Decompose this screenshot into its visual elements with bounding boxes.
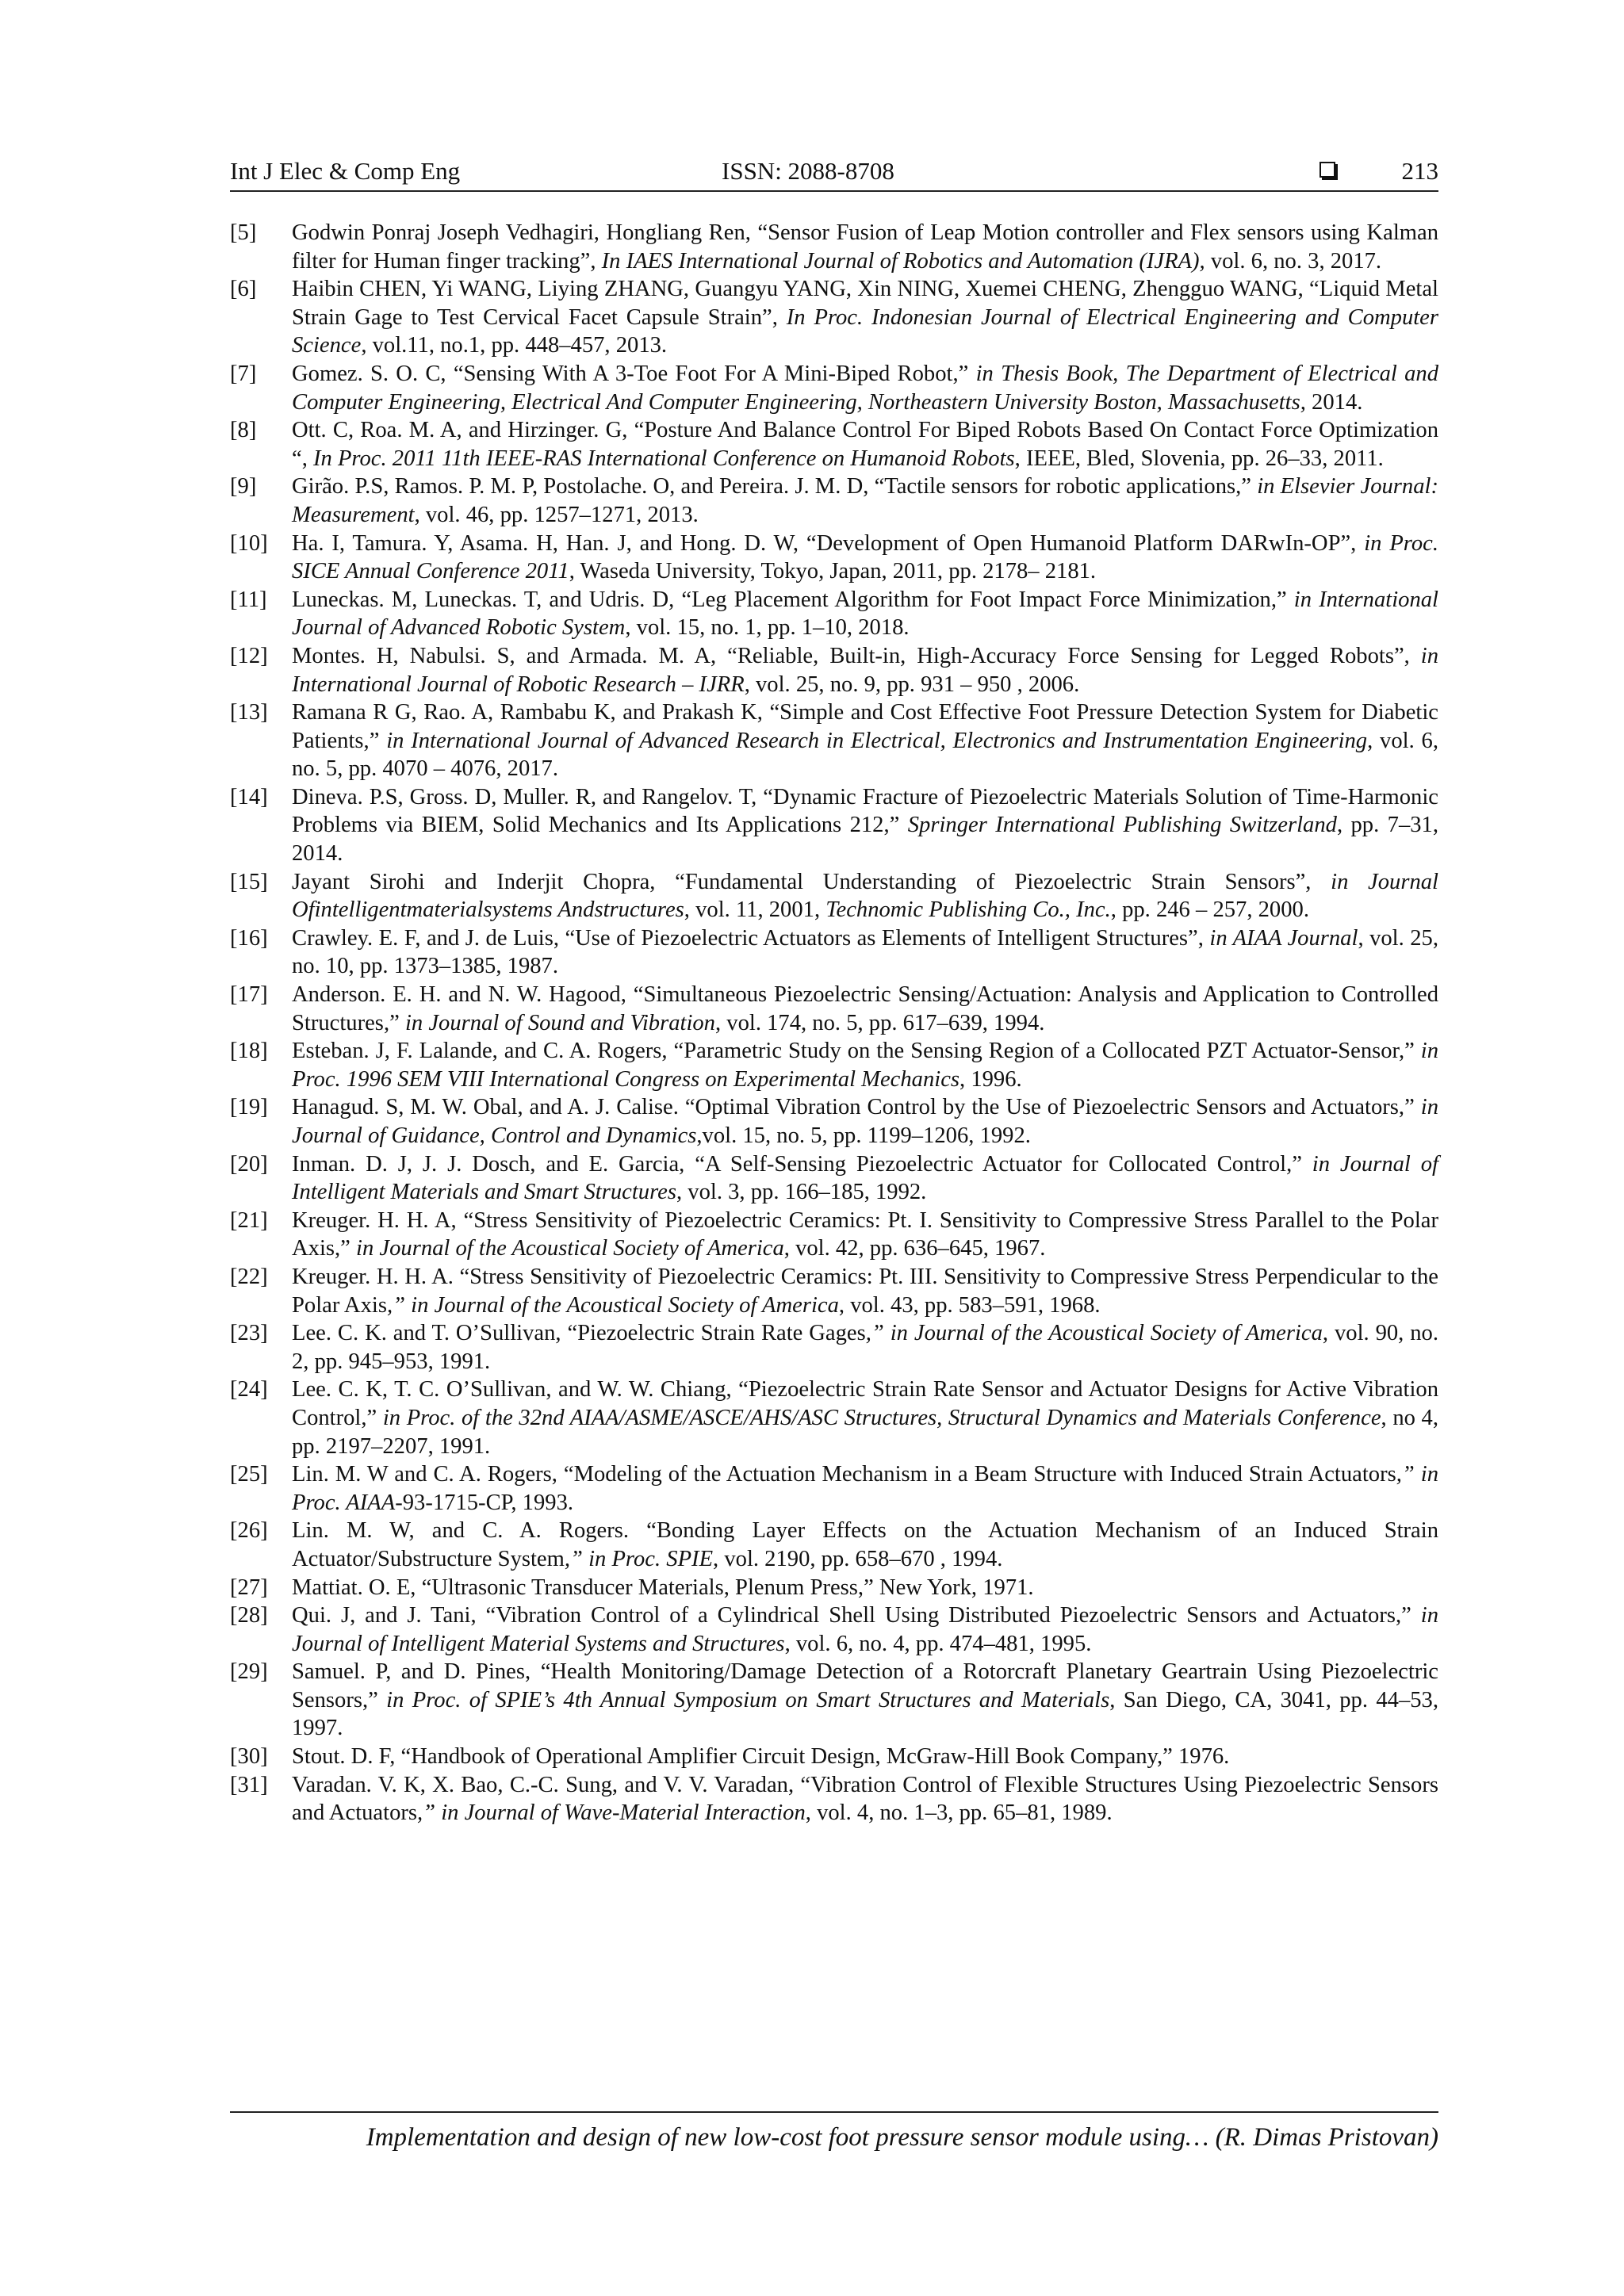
reference-segment: Anderson. E. H. and N. W. Hagood, “Simultaneous Piezoelectric Sensing/Actuation: Analysis and Application to Controlled Structures,”	[292, 982, 1438, 1035]
reference-segment: Kreuger. H. H. A, “Stress Sensitivity of Piezoelectric Ceramics: Pt. I. Sensitivity to Compressive Stress Parallel to the Polar Axis,”	[292, 1207, 1438, 1261]
reference-number: [6]	[230, 277, 257, 302]
reference-segment: Hanagud. S, M. W. Obal, and A. J. Calise. “Optimal Vibration Control by the Use of Piezoelectric Sensors and Actuators,”	[292, 1095, 1421, 1120]
reference-segment: Crawley. E. F, and J. de Luis, “Use of Piezoelectric Actuators as Elements of Intelligent Structures”,	[292, 925, 1210, 951]
reference-segment: Esteban. J, F. Lalande, and C. A. Rogers, “Parametric Study on the Sensing Region of a Collocated PZT Actuator-Sensor,”	[292, 1039, 1421, 1064]
reference-source: in Journal of Sound and Vibration	[404, 1010, 715, 1035]
reference-segment: , vol. 43, pp. 583–591, 1968.	[838, 1292, 1101, 1318]
reference-segment: Ott. C, Roa. M. A, and Hirzinger. G, “Posture And Balance Control For Biped Robots Based On Contact Force Optimization “,	[292, 418, 1438, 471]
reference-segment: , vol. 42, pp. 636–645, 1967.	[783, 1236, 1046, 1261]
reference-number: [24]	[230, 1377, 268, 1402]
reference-source: In IAES International Journal of Robotics and Automation (IJRA),	[601, 248, 1205, 274]
reference-text	[292, 362, 1438, 415]
reference-text	[292, 926, 1438, 979]
reference-text	[292, 1095, 1438, 1148]
reference-text	[292, 1462, 1438, 1515]
reference-item	[230, 219, 1438, 275]
reference-item	[230, 416, 1438, 473]
reference-number: [23]	[230, 1321, 268, 1346]
reference-number: [31]	[230, 1772, 268, 1797]
reference-text	[292, 1518, 1438, 1571]
reference-item	[230, 1093, 1438, 1150]
reference-source: ,” in Journal of Wave-Material Interaction	[417, 1800, 806, 1826]
reference-text	[292, 1152, 1438, 1205]
reference-number: [19]	[230, 1095, 268, 1120]
reference-text	[292, 1744, 1229, 1769]
reference-source: in Journal of Intelligent Materials and Smart Structures	[292, 1151, 1438, 1205]
reference-text	[292, 1208, 1438, 1261]
reference-segment: Lee. C. K. and T. O’Sullivan, “Piezoelectric Strain Rate Gages	[292, 1321, 866, 1346]
reference-item	[230, 1207, 1438, 1263]
reference-number: [28]	[230, 1603, 268, 1628]
reference-segment: , vol. 6, no. 5, pp. 4070 – 4076, 2017.	[292, 728, 1438, 782]
reference-source: in International Journal of Robotic Research – IJRR	[292, 643, 1438, 697]
reference-segment: , pp. 7–31, 2014.	[292, 813, 1438, 867]
reference-item	[230, 1319, 1438, 1376]
reference-item	[230, 530, 1438, 586]
reference-item	[230, 1743, 1438, 1771]
reference-number: [26]	[230, 1518, 268, 1544]
reference-segment: , vol. 6, no. 4, pp. 474–481, 1995.	[784, 1631, 1092, 1656]
reference-text	[292, 220, 1438, 274]
reference-segment: Godwin Ponraj Joseph Vedhagiri, Hongliang Ren, “Sensor Fusion of Leap Motion controller and Flex sensors using Kalman filter for Human finger tracking”,	[292, 220, 1438, 274]
reference-number: [9]	[230, 474, 257, 499]
reference-number: [15]	[230, 869, 268, 894]
reference-segment: , San Diego, CA, 3041, pp. 44–53, 1997.	[292, 1687, 1438, 1741]
reference-text	[292, 1265, 1438, 1318]
reference-text	[292, 277, 1438, 358]
reference-text	[292, 1377, 1438, 1458]
reference-item	[230, 981, 1438, 1037]
issn: ISSN: 2088-8708	[722, 157, 894, 185]
reference-item	[230, 1771, 1438, 1827]
reference-source: in Elsevier Journal: Measurement	[292, 474, 1438, 527]
reference-segment: Samuel. P, and D. Pines, “Health Monitoring/Damage Detection of a Rotorcraft Planetary Geartrain Using Piezoelectric Sensors,”	[292, 1659, 1438, 1712]
reference-text	[292, 785, 1438, 866]
journal-name: Int J Elec & Comp Eng	[230, 157, 461, 185]
reference-text	[292, 1659, 1438, 1740]
checkbox-icon	[1320, 162, 1335, 178]
reference-source: Technomic Publishing Co., Inc.	[825, 897, 1111, 923]
reference-number: [12]	[230, 643, 268, 668]
reference-segment: Jayant Sirohi and Inderjit Chopra, “Fundamental Understanding of Piezoelectric Strain Sensors”,	[292, 869, 1331, 894]
reference-segment: , vol. 90, no. 2, pp. 945–953, 1991.	[292, 1321, 1439, 1374]
reference-segment: , IEEE, Bled, Slovenia, pp. 26–33, 2011.	[1014, 446, 1384, 471]
reference-item	[230, 924, 1438, 981]
reference-item	[230, 1658, 1438, 1743]
reference-number: [14]	[230, 784, 268, 809]
reference-text	[292, 587, 1438, 641]
reference-segment: , vol. 174, no. 5, pp. 617–639, 1994.	[714, 1010, 1045, 1035]
reference-number: [11]	[230, 587, 267, 612]
reference-item	[230, 783, 1438, 868]
reference-number: [8]	[230, 418, 257, 443]
reference-source: in Journal of the Acoustical Society of America	[356, 1236, 784, 1261]
reference-segment: Varadan. V. K, X. Bao, C.-C. Sung, and V. V. Varadan, “Vibration Control of Flexible Structures Using Piezoelectric Sensors and Actuators	[292, 1772, 1438, 1826]
reference-source: in Journal of Intelligent Material Systems and Structures	[292, 1603, 1438, 1656]
reference-segment: , vol. 4, no. 1–3, pp. 65–81, 1989.	[805, 1800, 1113, 1826]
reference-item	[230, 1263, 1438, 1319]
reference-segment: vol. 6, no. 3, 2017.	[1205, 248, 1382, 274]
reference-segment: Lin. M. W, and C. A. Rogers. “Bonding Layer Effects on the Actuation Mechanism of an Induced Strain Actuator/Substructure System	[292, 1518, 1438, 1571]
reference-source: In Proc. 2011 11th IEEE-RAS International Conference on Humanoid Robots	[313, 446, 1015, 471]
reference-text	[292, 700, 1438, 781]
reference-number: [10]	[230, 530, 268, 556]
reference-segment: Stout. D. F, “Handbook of Operational Amplifier Circuit Design, McGraw-Hill Book Company,” 1976.	[292, 1744, 1230, 1770]
reference-item	[230, 868, 1438, 924]
reference-segment: Lin. M. W and C. A. Rogers, “Modeling of the Actuation Mechanism in a Beam Structure with Induced Strain Actuators	[292, 1462, 1396, 1487]
reference-text	[292, 474, 1438, 527]
reference-segment: Luneckas. M, Luneckas. T, and Udris. D, “Leg Placement Algorithm for Foot Impact Force Minimization,”	[292, 587, 1294, 612]
reference-source: ,” in Proc. AIAA	[292, 1462, 1438, 1515]
reference-segment: , vol. 25, no. 9, pp. 931 – 950 , 2006.	[744, 672, 1080, 697]
reference-text	[292, 1321, 1438, 1374]
reference-number: [29]	[230, 1659, 268, 1685]
reference-segment: , vol. 15, no. 1, pp. 1–10, 2018.	[625, 615, 910, 641]
reference-item	[230, 698, 1438, 783]
reference-segment: Kreuger. H. H. A. “Stress Sensitivity of Piezoelectric Ceramics: Pt. III. Sensitivity to Compressive Stress Perpendicular to the Polar Axis	[292, 1264, 1438, 1318]
reference-segment: , vol. 11, 2001,	[684, 897, 826, 923]
reference-number: [7]	[230, 361, 257, 386]
reference-segment: , no 4, pp. 2197–2207, 1991.	[292, 1405, 1438, 1459]
reference-source: In Proc. Indonesian Journal of Electrical Engineering and Computer Science	[292, 304, 1439, 358]
reference-source: in International Journal of Advanced Research in Electrical, Electronics and Instrumentation Engineering	[386, 728, 1368, 753]
reference-segment: Lee. C. K, T. C. O’Sullivan, and W. W. Chiang, “Piezoelectric Strain Rate Sensor and Actuator Designs for Active Vibration Control,”	[292, 1377, 1438, 1430]
reference-number: [20]	[230, 1151, 268, 1177]
reference-item	[230, 1601, 1438, 1658]
reference-segment: Dineva. P.S, Gross. D, Muller. R, and Rangelov. T, “Dynamic Fracture of Piezoelectric Materials Solution of Time-Harmonic Problems via BIEM, Solid Mechanics and Its Applications 212,”	[292, 784, 1438, 838]
reference-text	[292, 1039, 1438, 1092]
reference-source: ,” in Journal of the Acoustical Society of America	[865, 1321, 1323, 1346]
reference-source: in AIAA Journal	[1209, 925, 1358, 951]
reference-source: in Proc. of the 32nd AIAA/ASME/ASCE/AHS/ASC Structures, Structural Dynamics and Materials Conference	[382, 1405, 1381, 1430]
reference-source: in Journal Ofintelligentmaterialsystems Andstructures	[292, 869, 1438, 923]
reference-number: [13]	[230, 700, 268, 725]
reference-segment: Mattiat. O. E, “Ultrasonic Transducer Materials, Plenum Press,” New York, 1971.	[292, 1575, 1034, 1600]
reference-segment: Qui. J, and J. Tani, “Vibration Control of a Cylindrical Shell Using Distributed Piezoelectric Sensors and Actuators,”	[292, 1603, 1421, 1628]
reference-source: in Proc. 1996 SEM VIII International Congress on Experimental Mechanics	[292, 1039, 1438, 1092]
reference-segment: , 1996.	[959, 1066, 1022, 1092]
reference-item	[230, 1037, 1438, 1093]
reference-segment: -93-1715-CP, 1993.	[395, 1490, 574, 1515]
reference-source: in Journal of Guidance, Control and Dynamics	[292, 1095, 1438, 1148]
reference-item	[230, 1517, 1438, 1573]
reference-segment: Girão. P.S, Ramos. P. M. P, Postolache. O, and Pereira. J. M. D, “Tactile sensors for robotic applications,”	[292, 474, 1258, 499]
reference-segment: Ramana R G, Rao. A, Rambabu K, and Prakash K, “Simple and Cost Effective Foot Pressure Detection System for Diabetic Patients,”	[292, 700, 1438, 753]
reference-item	[230, 1376, 1438, 1460]
reference-segment: , vol. 25, no. 10, pp. 1373–1385, 1987.	[292, 925, 1438, 979]
reference-number: [21]	[230, 1207, 268, 1233]
reference-list	[230, 219, 1438, 1827]
reference-segment: , vol. 46, pp. 1257–1271, 2013.	[414, 502, 699, 527]
reference-text	[292, 418, 1438, 471]
reference-segment: Montes. H, Nabulsi. S, and Armada. M. A, “Reliable, Built-in, High-Accuracy Force Sensing for Legged Robots”,	[292, 643, 1421, 668]
reference-text	[292, 1603, 1438, 1656]
reference-source: in Proc. of SPIE’s 4th Annual Symposium on Smart Structures and Materials	[386, 1687, 1110, 1712]
reference-text	[292, 1773, 1438, 1826]
reference-number: [16]	[230, 925, 268, 951]
reference-source: Springer International Publishing Switzerland	[907, 813, 1337, 838]
reference-item	[230, 275, 1438, 360]
reference-text	[292, 531, 1438, 584]
reference-number: [27]	[230, 1575, 268, 1600]
reference-item	[230, 473, 1438, 529]
reference-number: [25]	[230, 1462, 268, 1487]
reference-item	[230, 360, 1438, 416]
reference-item	[230, 1574, 1438, 1602]
reference-segment: ,vol. 15, no. 5, pp. 1199–1206, 1992.	[696, 1123, 1031, 1148]
reference-source: in Proc. SICE Annual Conference 2011	[292, 530, 1438, 584]
reference-item	[230, 1460, 1438, 1517]
reference-text	[292, 1575, 1034, 1600]
reference-item	[230, 642, 1438, 698]
reference-segment: Inman. D. J, J. J. Dosch, and E. Garcia, “A Self-Sensing Piezoelectric Actuator for Collocated Control,”	[292, 1151, 1312, 1177]
footer-rule	[230, 2111, 1438, 2113]
reference-text	[292, 870, 1438, 923]
reference-source: ,” in Proc. SPIE	[564, 1546, 714, 1571]
reference-segment: Ha. I, Tamura. Y, Asama. H, Han. J, and Hong. D. W, “Development of Open Humanoid Platform DARwIn-OP”,	[292, 530, 1365, 556]
reference-number: [5]	[230, 220, 257, 245]
reference-text	[292, 982, 1438, 1035]
reference-item	[230, 586, 1438, 642]
reference-number: [22]	[230, 1264, 268, 1289]
reference-segment: , vol. 3, pp. 166–185, 1992.	[676, 1180, 927, 1205]
reference-source: ,” in Journal of the Acoustical Society of America	[386, 1292, 839, 1318]
reference-segment: 2014.	[1305, 389, 1363, 415]
page-header	[230, 155, 1438, 190]
running-footer: Implementation and design of new low-cost foot pressure sensor module using… (R. Dimas Pristovan)	[366, 2123, 1438, 2152]
reference-segment: Gomez. S. O. C, “Sensing With A 3-Toe Foot For A Mini-Biped Robot,”	[292, 361, 976, 386]
reference-source: in International Journal of Advanced Robotic System	[292, 587, 1439, 641]
reference-number: [17]	[230, 982, 268, 1008]
reference-item	[230, 1150, 1438, 1207]
reference-number: [30]	[230, 1744, 268, 1770]
reference-segment: , Waseda University, Tokyo, Japan, 2011, pp. 2178– 2181.	[569, 559, 1097, 584]
reference-segment: , vol.11, no.1, pp. 448–457, 2013.	[361, 333, 668, 358]
reference-source: in Thesis Book, The Department of Electrical and Computer Engineering, Electrical And Computer Engineering, Northeastern University Boston, Massachusetts,	[292, 361, 1438, 415]
reference-segment: , pp. 246 – 257, 2000.	[1110, 897, 1309, 923]
reference-text	[292, 644, 1438, 697]
reference-segment: , vol. 2190, pp. 658–670 , 1994.	[713, 1546, 1003, 1571]
header-rule	[230, 190, 1438, 192]
reference-number: [18]	[230, 1039, 268, 1064]
page-number: 213	[1401, 157, 1438, 185]
reference-segment: Haibin CHEN, Yi WANG, Liying ZHANG, Guangyu YANG, Xin NING, Xuemei CHENG, Zhengguo WANG, “Liquid Metal Strain Gage to Test Cervical Facet Capsule Strain”,	[292, 277, 1438, 330]
